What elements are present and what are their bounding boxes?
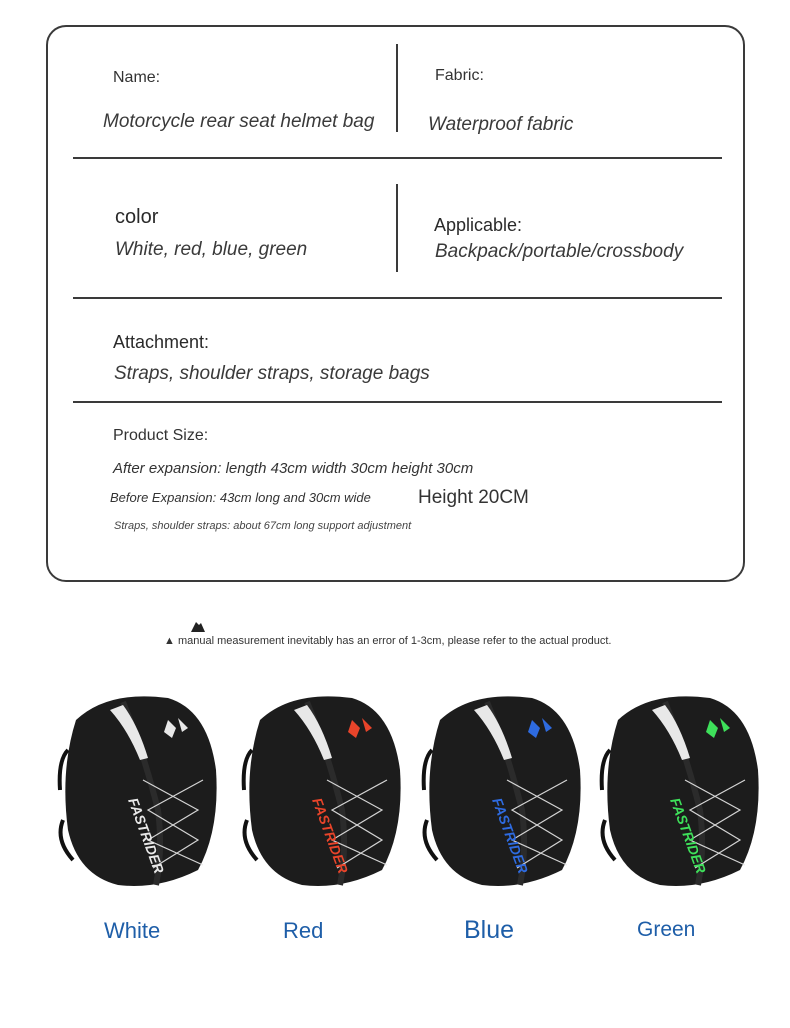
- bag-brand-text: FASTRIDER: [309, 795, 352, 876]
- measurement-note: ▲ manual measurement inevitably has an error of 1-3cm, please refer to the actual product.: [164, 635, 612, 647]
- divider: [73, 157, 722, 159]
- size-after: After expansion: length 43cm width 30cm height 30cm: [113, 460, 474, 477]
- column-divider: [396, 44, 398, 132]
- attachment-value: Straps, shoulder straps, storage bags: [114, 363, 430, 384]
- name-value: Motorcycle rear seat helmet bag: [103, 111, 375, 132]
- bag-image-green: [590, 690, 770, 890]
- helmet-bag-icon: [232, 690, 412, 890]
- helmet-bag-icon: [412, 690, 592, 890]
- helmet-bag-icon: [48, 690, 228, 890]
- bag-brand-text: FASTRIDER: [667, 795, 710, 876]
- attachment-label: Attachment:: [113, 332, 210, 352]
- size-height: Height 20CM: [418, 487, 529, 508]
- color-value: White, red, blue, green: [115, 239, 308, 260]
- variant-label-white: White: [104, 918, 161, 943]
- color-label: color: [115, 206, 159, 228]
- fabric-value: Waterproof fabric: [428, 114, 574, 135]
- size-before: Before Expansion: 43cm long and 30cm wide: [110, 490, 371, 505]
- bag-brand-text: FASTRIDER: [489, 795, 532, 876]
- warning-triangle-icon: [189, 619, 207, 633]
- applicable-value: Backpack/portable/crossbody: [435, 241, 684, 262]
- divider: [73, 401, 722, 403]
- bag-image-white: [48, 690, 228, 890]
- bag-image-blue: [412, 690, 592, 890]
- variant-label-red: Red: [283, 918, 324, 943]
- bag-image-red: [232, 690, 412, 890]
- divider: [73, 297, 722, 299]
- variant-label-green: Green: [637, 918, 696, 941]
- fabric-label: Fabric:: [435, 67, 484, 84]
- variant-label-blue: Blue: [464, 916, 515, 944]
- size-straps: Straps, shoulder straps: about 67cm long support adjustment: [114, 520, 412, 532]
- size-label: Product Size:: [113, 427, 209, 444]
- helmet-bag-icon: [590, 690, 770, 890]
- name-label: Name:: [113, 69, 161, 86]
- column-divider: [396, 184, 398, 272]
- applicable-label: Applicable:: [434, 215, 523, 235]
- bag-brand-text: FASTRIDER: [125, 795, 168, 876]
- product-variants: [0, 690, 790, 900]
